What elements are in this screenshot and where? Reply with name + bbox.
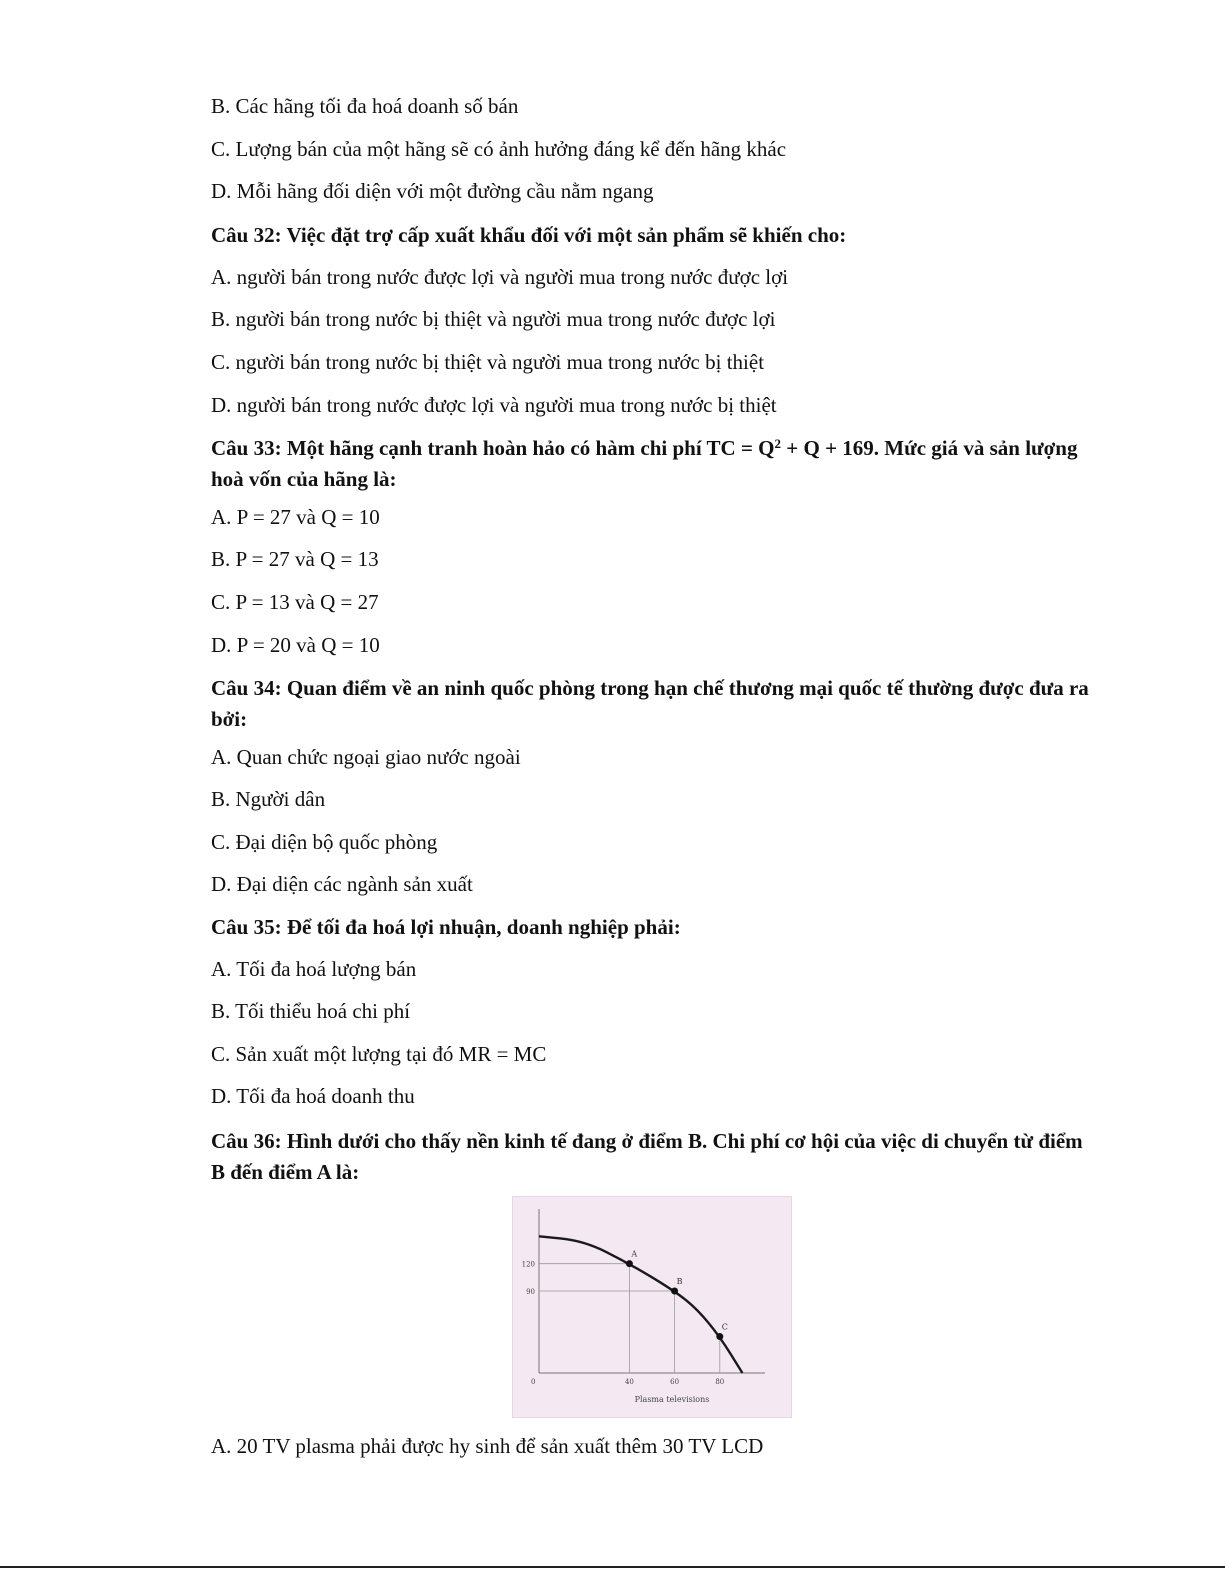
prev-option-c: C. Lượng bán của một hãng sẽ có ảnh hưởng đáng kể đến hãng khác	[211, 137, 787, 161]
q32-option-a: A. người bán trong nước được lợi và người mua trong nước được lợi	[211, 265, 789, 289]
q34-option-d: D. Đại diện các ngành sản xuất	[211, 872, 473, 896]
q33-option-a: A. P = 27 và Q = 10	[211, 505, 380, 529]
q34-option-c: C. Đại diện bộ quốc phòng	[211, 830, 438, 854]
x-axis-title: Plasma televisions	[634, 1395, 710, 1404]
ppf-curve	[539, 1236, 742, 1373]
q32-option-d: D. người bán trong nước được lợi và người mua trong nước bị thiệt	[211, 393, 777, 417]
point-label-b: B	[676, 1277, 683, 1286]
ppf-chart	[513, 1197, 791, 1417]
q33-text-part1: Câu 33: Một hãng cạnh tranh hoàn hảo có hàm chi phí TC = Q	[211, 436, 775, 460]
q32-option-c: C. người bán trong nước bị thiệt và người mua trong nước bị thiệt	[211, 350, 765, 374]
question-32: Câu 32: Việc đặt trợ cấp xuất khẩu đối với một sản phẩm sẽ khiến cho:	[211, 223, 847, 247]
origin-label: 0	[531, 1378, 536, 1386]
q36-option-a: A. 20 TV plasma phải được hy sinh để sản xuất thêm 30 TV LCD	[211, 1434, 764, 1458]
prev-option-b: B. Các hãng tối đa hoá doanh số bán	[211, 94, 519, 118]
q33-option-c: C. P = 13 và Q = 27	[211, 590, 379, 614]
y-tick-label-90: 90	[526, 1288, 535, 1296]
x-tick-label-40: 40	[624, 1378, 634, 1386]
question-33	[211, 433, 1101, 495]
prev-option-d: D. Mỗi hãng đối diện với một đường cầu nằm ngang	[211, 179, 654, 203]
q34-option-b: B. Người dân	[211, 787, 326, 811]
q35-option-d: D. Tối đa hoá doanh thu	[211, 1084, 415, 1108]
q33-superscript: 2	[774, 436, 782, 451]
q33-text-part2: + Q + 169. Mức giá và sản lượng hoà vốn của hãng là:	[211, 436, 1078, 491]
page-bottom-rule	[0, 1566, 1225, 1568]
question-36: Câu 36: Hình dưới cho thấy nền kinh tế đang ở điểm B. Chi phí cơ hội của việc di chuyển từ điểm B đến điểm A là:	[211, 1129, 1083, 1184]
y-tick-label-120: 120	[521, 1260, 535, 1269]
point-c	[716, 1333, 723, 1340]
q32-option-b: B. người bán trong nước bị thiệt và người mua trong nước được lợi	[211, 307, 776, 331]
x-tick-label-60: 60	[670, 1378, 680, 1386]
point-label-c: C	[721, 1322, 728, 1332]
ppf-figure	[512, 1196, 792, 1418]
point-a	[626, 1260, 633, 1267]
q33-option-d: D. P = 20 và Q = 10	[211, 633, 380, 657]
q35-option-b: B. Tối thiểu hoá chi phí	[211, 999, 411, 1023]
q35-option-c: C. Sản xuất một lượng tại đó MR = MC	[211, 1042, 547, 1066]
question-34: Câu 34: Quan điểm về an ninh quốc phòng trong hạn chế thương mại quốc tế thường được đưa ra bởi:	[211, 676, 1089, 731]
q35-option-a: A. Tối đa hoá lượng bán	[211, 957, 417, 981]
point-label-a: A	[631, 1249, 638, 1259]
question-35: Câu 35: Để tối đa hoá lợi nhuận, doanh nghiệp phải:	[211, 915, 681, 939]
x-tick-label-80: 80	[715, 1378, 725, 1386]
q34-option-a: A. Quan chức ngoại giao nước ngoài	[211, 745, 521, 769]
point-b	[671, 1288, 678, 1295]
q33-option-b: B. P = 27 và Q = 13	[211, 547, 379, 571]
